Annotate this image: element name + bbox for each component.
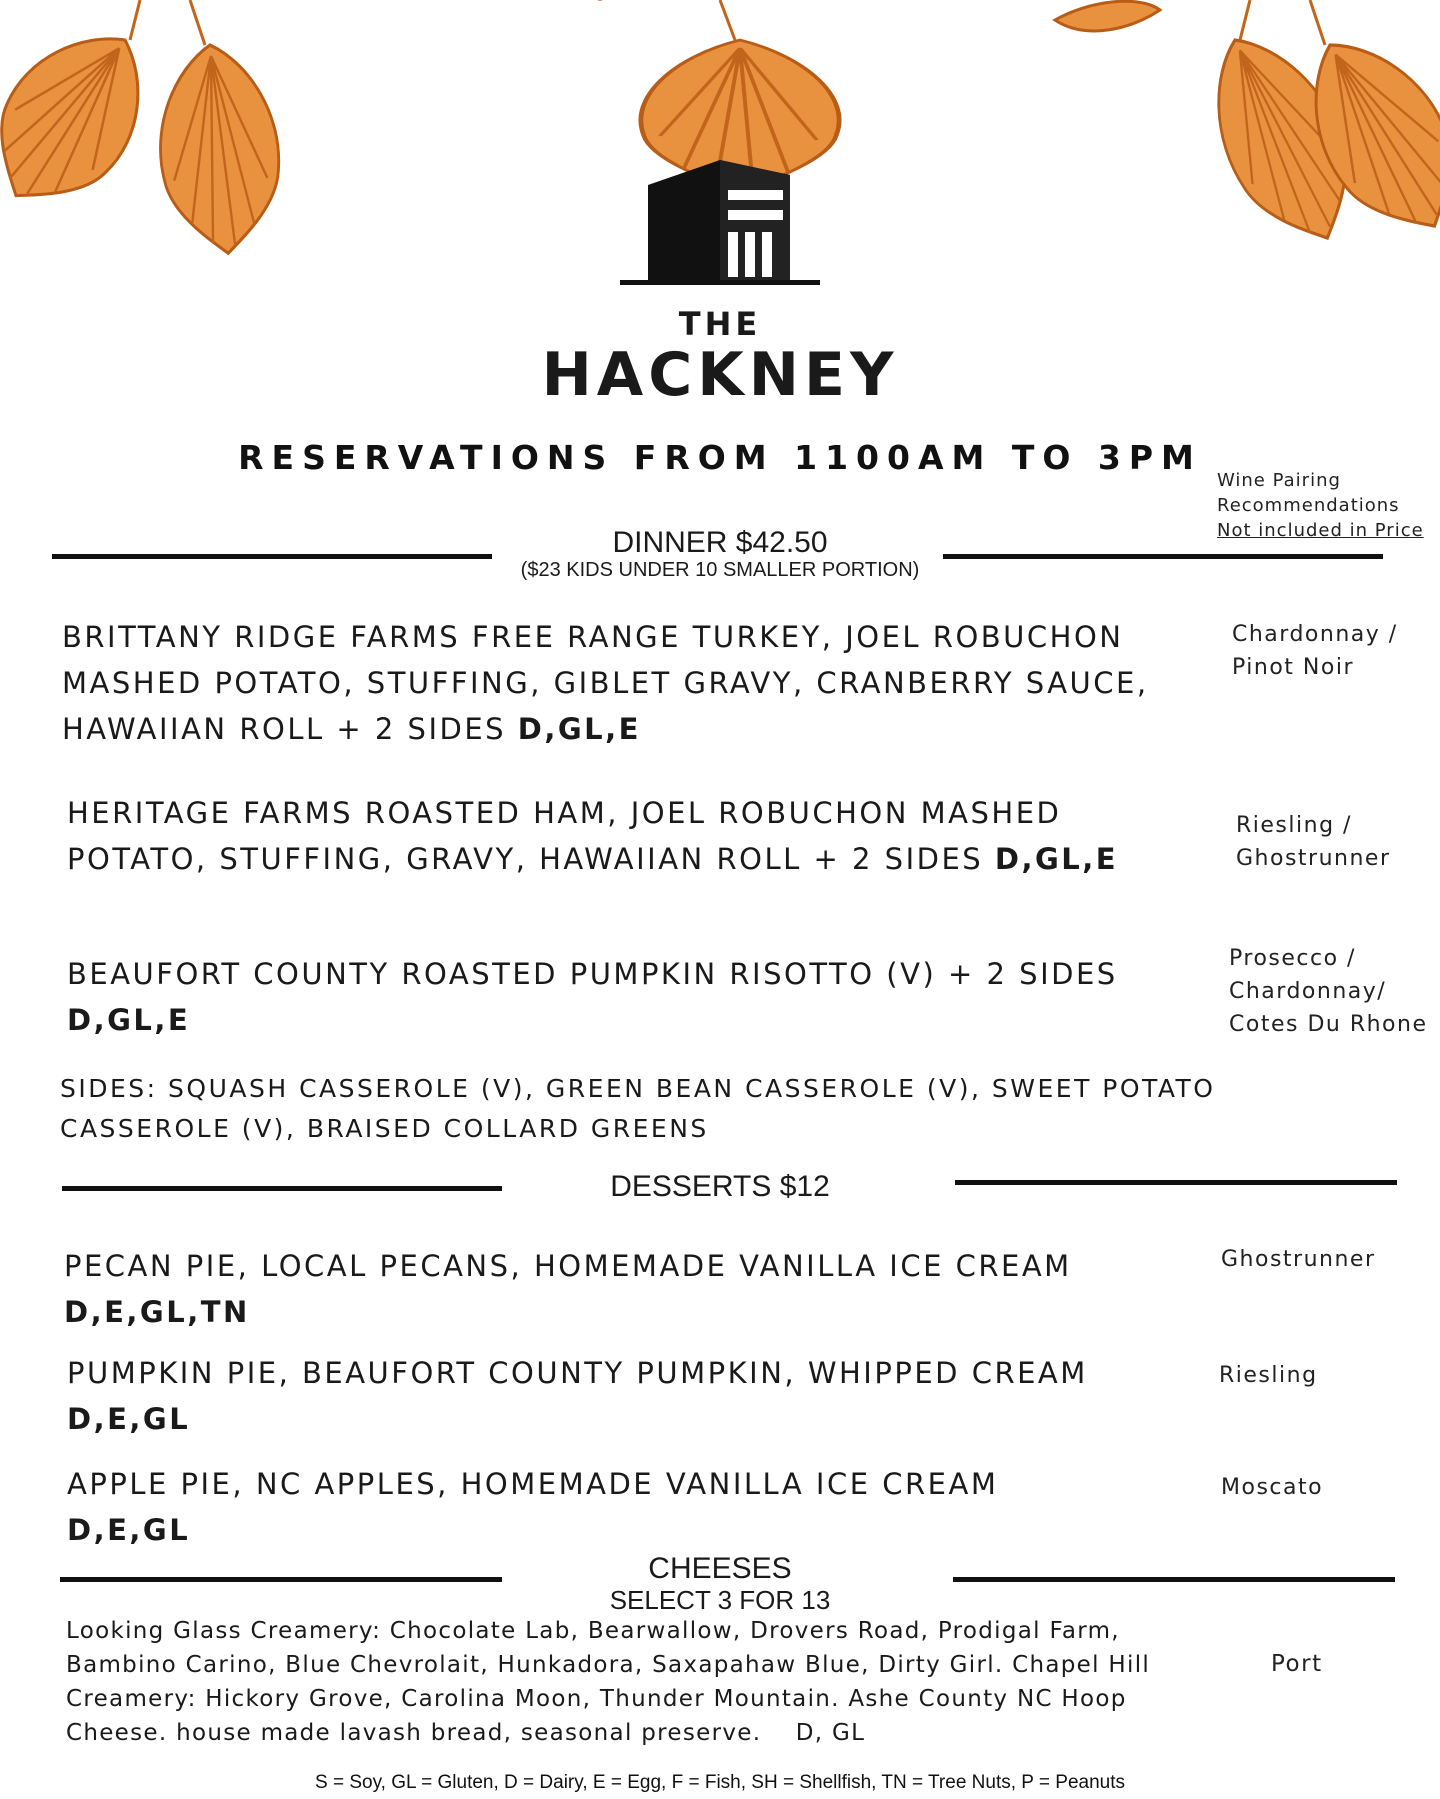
wine-pairing-line: Ghostrunner [1236, 846, 1391, 871]
menu-item-text: HERITAGE FARMS ROASTED HAM, JOEL ROBUCHON MASHED POTATO, STUFFING, GRAVY, HAWAIIAN ROLL + 2 SIDES [67, 796, 1062, 876]
reservations-banner: RESERVATIONS FROM 1100AM TO 3PM [238, 438, 1202, 477]
cheeses-subheading: SELECT 3 FOR 13 [609, 1585, 831, 1615]
menu-item [62, 614, 1212, 752]
wine-pairing-line: Chardonnay/ [1229, 979, 1387, 1004]
menu-item-allergens: D,E,GL,TN [64, 1295, 250, 1329]
menu-item-text: APPLE PIE, NC APPLES, HOMEMADE VANILLA ICE CREAM [67, 1467, 999, 1501]
cheeses-heading: CHEESES [648, 1552, 792, 1585]
allergen-key: S = Soy, GL = Gluten, D = Dairy, E = Egg, F = Fish, SH = Shellfish, TN = Tree Nuts, P = Peanuts [315, 1772, 1125, 1793]
wine-pairing [1229, 942, 1427, 1041]
wine-note-line: Wine Pairing [1217, 470, 1341, 491]
menu-item-allergens: D,GL,E [994, 842, 1119, 876]
sides-list: SIDES: SQUASH CASSEROLE (V), GREEN BEAN CASSEROLE (V), SWEET POTATO CASSEROLE (V), BRAISED COLLARD GREENS [60, 1074, 1216, 1143]
menu-item [67, 790, 1177, 882]
wine-pairing-line: Port [1271, 1651, 1323, 1677]
cheese-text: Looking Glass Creamery: Chocolate Lab, Bearwallow, Drovers Road, Prodigal Farm, Bambino Carino, Blue Chevrolait, Hunkadora, Saxapahaw Blue, Dirty Girl. Chapel Hill Creamery: Hickory Grove, Carolina Moon, Thunder Mountain. Ashe County NC Hoop Cheese. house made lavash bread, seasonal preserve. [66, 1618, 1151, 1746]
cheese-allergens: D, GL [795, 1720, 866, 1746]
wine-pairing-line: Riesling [1219, 1363, 1318, 1388]
menu-item [67, 951, 1207, 1043]
wine-pairing [1271, 1648, 1323, 1681]
wine-pairing [1221, 1243, 1376, 1276]
brand-title: HACKNEY [541, 340, 899, 410]
wine-pairing-line: Cotes Du Rhone [1229, 1012, 1428, 1037]
menu-item-allergens: D,E,GL [67, 1402, 191, 1436]
wine-note-line: Not included in Price [1217, 520, 1424, 541]
ginkgo-leaf-icon [151, 40, 286, 258]
dinner-subheading: ($23 KIDS UNDER 10 SMALLER PORTION) [520, 559, 920, 581]
menu-item-text: PECAN PIE, LOCAL PECANS, HOMEMADE VANILLA ICE CREAM [64, 1249, 1072, 1283]
wine-pairing-line: Ghostrunner [1221, 1247, 1376, 1272]
desserts-heading: DESSERTS $12 [610, 1170, 830, 1203]
menu-item-allergens: D,GL,E [67, 1003, 191, 1037]
brand-the: THE [678, 305, 762, 343]
wine-pairing-line: Moscato [1221, 1475, 1324, 1500]
wine-pairing [1232, 618, 1398, 684]
wine-pairing-line: Riesling / [1236, 813, 1352, 838]
wine-note-line: Recommendations [1217, 495, 1400, 516]
wine-pairing-line: Chardonnay / [1232, 622, 1398, 647]
wine-pairing-line: Prosecco / [1229, 946, 1356, 971]
wine-pairing [1219, 1359, 1318, 1392]
menu-item-text: BEAUFORT COUNTY ROASTED PUMPKIN RISOTTO (V) + 2 SIDES [67, 957, 1118, 991]
menu-item-allergens: D,GL,E [517, 712, 641, 746]
menu-item [67, 1461, 1177, 1553]
wine-pairing [1221, 1471, 1323, 1504]
ginkgo-leaf-icon [0, 4, 176, 231]
wine-pairing [1236, 809, 1391, 875]
menu-item-allergens: D,E,GL [67, 1513, 191, 1547]
menu-item-text: PUMPKIN PIE, BEAUFORT COUNTY PUMPKIN, WHIPPED CREAM [67, 1356, 1088, 1390]
wine-pairing-line: Pinot Noir [1232, 655, 1354, 680]
menu-item [64, 1243, 1174, 1335]
cheese-description [66, 1614, 1206, 1750]
menu-item-text: BRITTANY RIDGE FARMS FREE RANGE TURKEY, JOEL ROBUCHON MASHED POTATO, STUFFING, GIBLET GRAVY, CRANBERRY SAUCE, HAWAIIAN ROLL + 2 SIDES [62, 620, 1149, 746]
menu-item [67, 1350, 1177, 1442]
decorative-header-art [0, 0, 1440, 300]
dinner-heading: DINNER $42.50 [612, 526, 828, 559]
building-logo-icon [620, 160, 820, 285]
